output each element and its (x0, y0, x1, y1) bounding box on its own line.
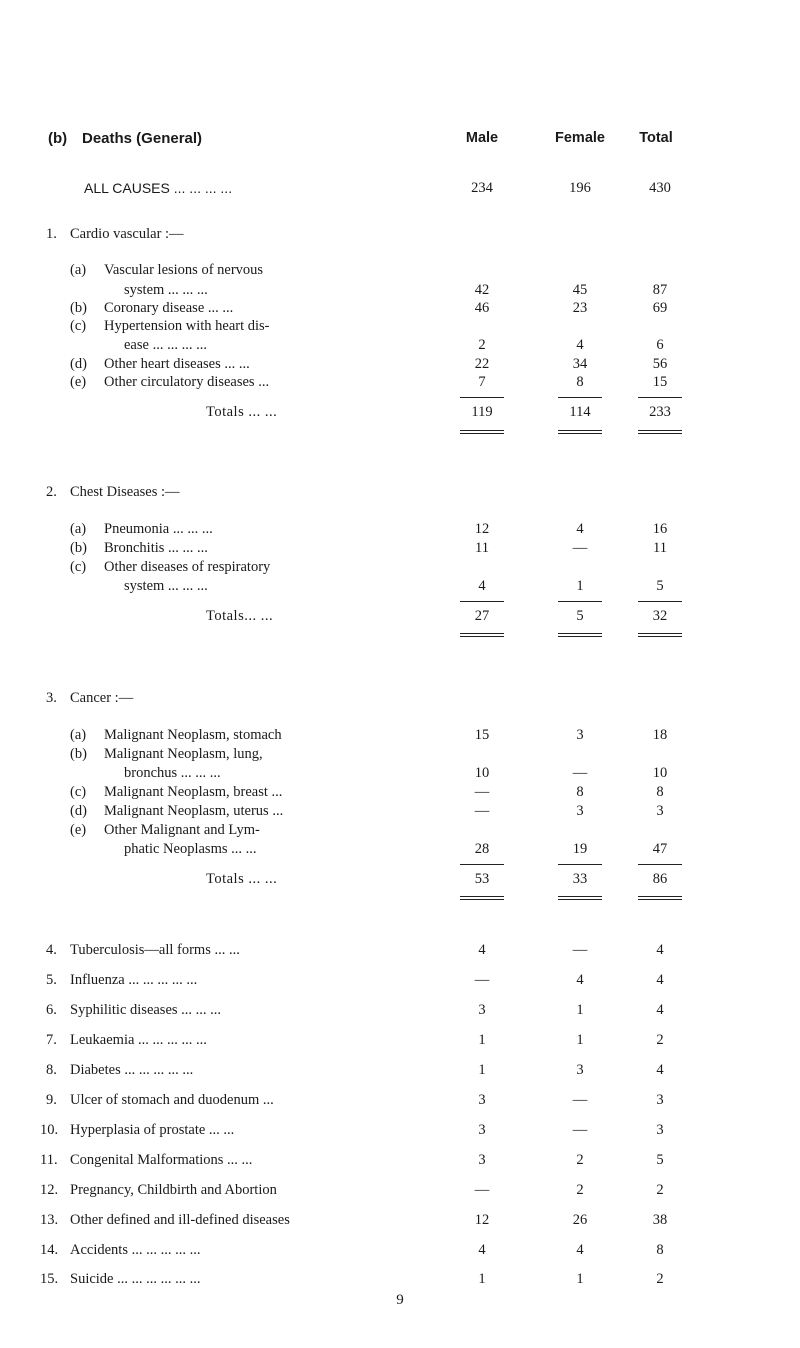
item-label: Other defined and ill-defined diseases (70, 1212, 290, 1228)
female-value: 8 (576, 784, 584, 800)
female-value: 3 (576, 803, 584, 819)
female-value: 8 (576, 374, 584, 390)
female-value: 26 (572, 1212, 588, 1228)
male-value: 42 (474, 282, 490, 298)
female-total: 5 (576, 608, 584, 624)
item-number: 6. (46, 1002, 57, 1018)
male-value: 12 (474, 521, 490, 537)
male-value: 3 (478, 1092, 486, 1108)
total-double-rule (558, 896, 602, 900)
grand-total: 233 (649, 404, 671, 420)
total-value: 4 (656, 1062, 664, 1078)
female-value: 23 (572, 300, 588, 316)
row-key: (c) (70, 318, 87, 334)
total-double-rule (460, 633, 504, 637)
male-value: 1 (478, 1062, 486, 1078)
total-value: 38 (652, 1212, 668, 1228)
total-value: 8 (656, 784, 664, 800)
female-value: 45 (572, 282, 588, 298)
total-value: 10 (652, 765, 668, 781)
row-label: Vascular lesions of nervous (104, 262, 264, 278)
row-key: (b) (70, 540, 87, 556)
male-value: 15 (474, 727, 490, 743)
subtotal-rule (558, 601, 602, 602)
item-label: Pregnancy, Childbirth and Abortion (70, 1182, 277, 1198)
total-value: 5 (656, 578, 664, 594)
female-value: 3 (576, 727, 584, 743)
total-double-rule (460, 430, 504, 434)
all-causes-total: 430 (649, 180, 671, 196)
item-number: 15. (40, 1271, 59, 1287)
male-value: 1 (478, 1271, 486, 1287)
row-label: Malignant Neoplasm, uterus ... (104, 803, 284, 819)
total-value: 3 (656, 803, 664, 819)
section-title: Cancer :— (70, 690, 134, 706)
total-value: 69 (652, 300, 668, 316)
all-causes-label: ALL CAUSES ... ... ... ... (84, 180, 233, 196)
male-value: 3 (478, 1152, 486, 1168)
total-value: 2 (656, 1182, 664, 1198)
total-double-rule (638, 633, 682, 637)
female-value: 4 (576, 337, 584, 353)
total-double-rule (638, 896, 682, 900)
item-label: Syphilitic diseases ... ... ... (70, 1002, 222, 1018)
row-label: Pneumonia ... ... ... (104, 521, 213, 537)
row-label-continued: system ... ... ... (124, 282, 208, 298)
male-value: 4 (478, 578, 486, 594)
male-total: 53 (474, 871, 490, 887)
subtotal-rule (460, 601, 504, 602)
female-value: 1 (576, 578, 584, 594)
female-value: 4 (576, 521, 584, 537)
male-total: 119 (471, 404, 493, 420)
total-double-rule (558, 633, 602, 637)
table-title: Deaths (General) (82, 130, 203, 147)
total-value: 87 (652, 282, 668, 298)
row-label: Bronchitis ... ... ... (104, 540, 208, 556)
item-number: 14. (40, 1242, 59, 1258)
row-label: Other diseases of respiratory (104, 559, 271, 575)
item-label: Tuberculosis—all forms ... ... (70, 942, 240, 958)
total-value: 11 (653, 540, 667, 556)
female-value: 1 (576, 1032, 584, 1048)
row-label: Malignant Neoplasm, lung, (104, 746, 263, 762)
female-value: — (572, 1092, 588, 1108)
row-key: (c) (70, 784, 87, 800)
section-number: 3. (46, 690, 57, 706)
section-number: 1. (46, 226, 57, 242)
female-value: — (572, 1122, 588, 1138)
total-double-rule (558, 430, 602, 434)
row-label: Malignant Neoplasm, breast ... (104, 784, 283, 800)
total-value: 16 (652, 521, 668, 537)
row-key: (e) (70, 374, 87, 390)
male-value: 11 (475, 540, 489, 556)
female-value: 4 (576, 1242, 584, 1258)
total-value: 56 (652, 356, 668, 372)
total-value: 5 (656, 1152, 664, 1168)
row-label: Coronary disease ... ... (104, 300, 234, 316)
male-value: 46 (474, 300, 490, 316)
subtotal-rule (460, 397, 504, 398)
subtotal-rule (638, 601, 682, 602)
male-column-header: Male (465, 130, 499, 146)
total-value: 4 (656, 942, 664, 958)
subtotal-rule (638, 397, 682, 398)
total-column-header: Total (639, 130, 673, 146)
item-number: 9. (46, 1092, 57, 1108)
female-total: 33 (572, 871, 588, 887)
female-value: — (572, 942, 588, 958)
item-label: Suicide ... ... ... ... ... ... (70, 1271, 201, 1287)
female-total: 114 (569, 404, 591, 420)
totals-label: Totals... ... (206, 608, 274, 624)
section-title: Cardio vascular :— (70, 226, 184, 242)
row-label: Other Malignant and Lym- (104, 822, 260, 838)
total-value: 4 (656, 1002, 664, 1018)
female-value: 1 (576, 1002, 584, 1018)
male-value: 10 (474, 765, 490, 781)
total-value: 18 (652, 727, 668, 743)
row-key: (c) (70, 559, 87, 575)
male-value: — (474, 1182, 490, 1198)
female-value: 19 (572, 841, 588, 857)
male-value: 4 (478, 1242, 486, 1258)
total-double-rule (460, 896, 504, 900)
item-number: 13. (40, 1212, 59, 1228)
female-value: 3 (576, 1062, 584, 1078)
item-label: Influenza ... ... ... ... ... (70, 972, 198, 988)
item-number: 8. (46, 1062, 57, 1078)
all-causes-male: 234 (471, 180, 493, 196)
row-label: Hypertension with heart dis- (104, 318, 270, 334)
row-label-continued: ease ... ... ... ... (124, 337, 207, 353)
item-number: 5. (46, 972, 57, 988)
total-value: 3 (656, 1092, 664, 1108)
row-key: (d) (70, 356, 87, 372)
male-value: 22 (474, 356, 490, 372)
item-number: 4. (46, 942, 57, 958)
all-causes-female: 196 (569, 180, 591, 196)
total-value: 4 (656, 972, 664, 988)
subtotal-rule (460, 864, 504, 865)
total-value: 15 (652, 374, 668, 390)
section-label: (b) (48, 130, 68, 147)
item-number: 11. (40, 1152, 58, 1168)
subtotal-rule (558, 397, 602, 398)
total-value: 6 (656, 337, 664, 353)
male-value: 28 (474, 841, 490, 857)
male-value: 1 (478, 1032, 486, 1048)
female-value: — (572, 765, 588, 781)
female-value: 34 (572, 356, 588, 372)
female-value: 2 (576, 1152, 584, 1168)
male-value: — (474, 972, 490, 988)
male-value: 12 (474, 1212, 490, 1228)
male-value: 7 (478, 374, 486, 390)
female-value: 4 (576, 972, 584, 988)
total-value: 3 (656, 1122, 664, 1138)
row-label-continued: phatic Neoplasms ... ... (124, 841, 257, 857)
female-value: 1 (576, 1271, 584, 1287)
section-number: 2. (46, 484, 57, 500)
item-label: Diabetes ... ... ... ... ... (70, 1062, 194, 1078)
row-key: (a) (70, 521, 87, 537)
row-key: (e) (70, 822, 87, 838)
item-number: 7. (46, 1032, 57, 1048)
row-key: (d) (70, 803, 87, 819)
male-value: — (474, 803, 490, 819)
male-value: 3 (478, 1122, 486, 1138)
item-number: 12. (40, 1182, 59, 1198)
item-label: Hyperplasia of prostate ... ... (70, 1122, 235, 1138)
male-value: 3 (478, 1002, 486, 1018)
row-label: Other circulatory diseases ... (104, 374, 270, 390)
totals-label: Totals ... ... (206, 871, 278, 887)
male-total: 27 (474, 608, 490, 624)
section-title: Chest Diseases :— (70, 484, 180, 500)
page-number: 9 (396, 1292, 404, 1308)
row-label: Malignant Neoplasm, stomach (104, 727, 282, 743)
row-label-continued: bronchus ... ... ... (124, 765, 221, 781)
male-value: — (474, 784, 490, 800)
item-label: Congenital Malformations ... ... (70, 1152, 253, 1168)
female-column-header: Female (555, 130, 605, 146)
row-key: (b) (70, 300, 87, 316)
grand-total: 86 (652, 871, 668, 887)
row-key: (a) (70, 262, 87, 278)
item-label: Leukaemia ... ... ... ... ... (70, 1032, 207, 1048)
total-value: 8 (656, 1242, 664, 1258)
total-value: 2 (656, 1032, 664, 1048)
row-key: (b) (70, 746, 87, 762)
row-label-continued: system ... ... ... (124, 578, 208, 594)
female-value: 2 (576, 1182, 584, 1198)
grand-total: 32 (652, 608, 668, 624)
total-double-rule (638, 430, 682, 434)
subtotal-rule (638, 864, 682, 865)
male-value: 2 (478, 337, 486, 353)
total-value: 2 (656, 1271, 664, 1287)
row-label: Other heart diseases ... ... (104, 356, 250, 372)
item-label: Ulcer of stomach and duodenum ... (70, 1092, 274, 1108)
totals-label: Totals ... ... (206, 404, 278, 420)
total-value: 47 (652, 841, 668, 857)
row-key: (a) (70, 727, 87, 743)
subtotal-rule (558, 864, 602, 865)
item-number: 10. (40, 1122, 59, 1138)
male-value: 4 (478, 942, 486, 958)
female-value: — (572, 540, 588, 556)
item-label: Accidents ... ... ... ... ... (70, 1242, 201, 1258)
